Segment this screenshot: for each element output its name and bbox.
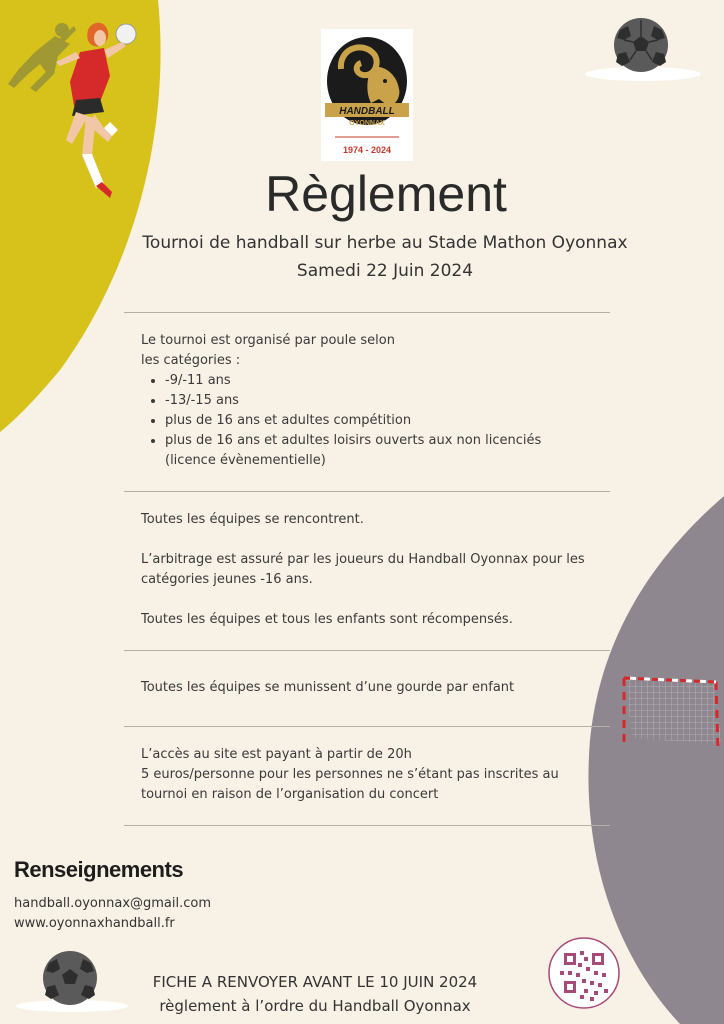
water-paragraph: Toutes les équipes se munissent d’une gourde par enfant [141,680,515,695]
svg-text:OYONNAX: OYONNAX [349,120,385,127]
logo-years: 1974 - 2024 [342,145,392,155]
divider [124,491,610,492]
contact-email[interactable]: handball.oyonnax@gmail.com [14,896,212,911]
categories-list [141,371,591,471]
access-paragraph: L’accès au site est payant à partir de 20h [141,747,412,762]
page-subtitle [0,229,724,285]
divider [124,726,610,727]
section-rules [141,510,591,630]
rules-paragraph: Toutes les équipes se rencontrent. [141,512,364,527]
page-title: Règlement [265,166,507,222]
access-paragraph: 5 euros/personne pour les personnes ne s’étant pas inscrites au tournoi en raison de l’organisation du concert [141,767,559,802]
divider [124,312,610,313]
contact-website[interactable]: www.oyonnaxhandball.fr [14,916,175,931]
categories-intro-2: les catégories : [141,353,241,368]
rules-paragraph: Toutes les équipes et tous les enfants sont récompensés. [141,612,513,627]
footer-note [0,970,630,1018]
ram-logo-icon [321,29,413,161]
club-logo [321,29,413,161]
divider [124,650,610,651]
subtitle-line-2: Samedi 22 Juin 2024 [296,261,474,281]
contact-info [14,894,211,934]
handball-goal-icon [618,674,724,754]
list-item: • -13/-15 ans [165,391,591,411]
svg-text:HANDBALL: HANDBALL [339,106,395,117]
footer-line-2: règlement à l’ordre du Handball Oyonnax [159,997,471,1015]
qr-code-icon[interactable] [548,937,620,1009]
section-access [141,745,591,805]
handball-ball-icon [584,16,702,82]
renseignements-title: Renseignements [14,857,184,882]
list-item: • plus de 16 ans et adultes loisirs ouverts aux non licenciés (licence évènementielle) [165,431,591,471]
section-water [141,678,591,698]
list-item: • plus de 16 ans et adultes compétition [165,411,591,431]
list-item: • -9/-11 ans [165,371,591,391]
categories-intro-1: Le tournoi est organisé par poule selon [141,333,395,348]
footer-line-1: FICHE A RENVOYER AVANT LE 10 JUIN 2024 [152,973,478,991]
rules-paragraph: L’arbitrage est assuré par les joueurs du Handball Oyonnax pour les catégories jeunes -16 ans. [141,552,585,587]
section-categories [141,331,591,471]
subtitle-line-1: Tournoi de handball sur herbe au Stade Mathon Oyonnax [142,233,628,253]
divider [124,825,610,826]
